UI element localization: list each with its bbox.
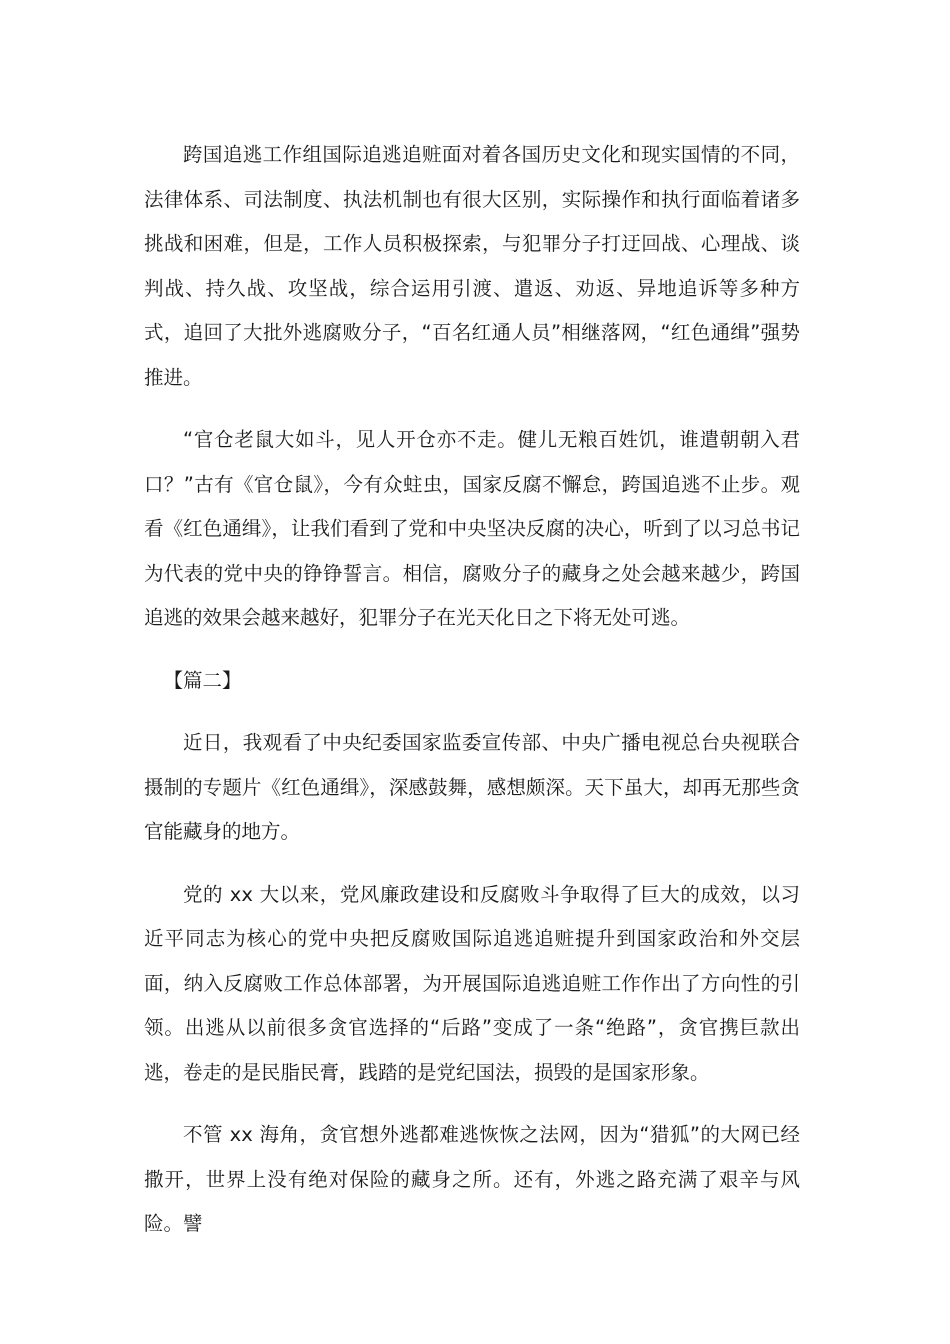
paragraph-1: 跨国追逃工作组国际追逃追赃面对着各国历史文化和现实国情的不同，法律体系、司法制度、执法机制也有很大区别，实际操作和执行面临着诸多挑战和困难，但是，工作人员积极探索，与犯罪分子打迂回战、心理战、谈判战、持久战、攻坚战，综合运用引渡、遣返、劝返、异地追诉等多种方式，追回了大批外逃腐败分子，“百名红通人员”相继落网，“红色通缉”强势推进。 [144,143,800,389]
document-body [144,133,800,1265]
paragraph-5: 不管 xx 海角，贪官想外逃都难逃恢恢之法网，因为“猎狐”的大网已经撒开，世界上没有绝对保险的藏身之所。还有，外逃之路充满了艰辛与风险。譬 [144,1123,800,1235]
paragraph-4: 党的 xx 大以来，党风廉政建设和反腐败斗争取得了巨大的成效，以习近平同志为核心的党中央把反腐败国际追逃追赃提升到国家政治和外交层面，纳入反腐败工作总体部署，为开展国际追逃追赃工作作出了方向性的引领。出逃从以前很多贪官选择的“后路”变成了一条“绝路”，贪官携巨款出逃，卷走的是民脂民膏，践踏的是党纪国法，损毁的是国家形象。 [144,882,800,1084]
section-heading: 【篇二】 [163,668,242,692]
paragraph-2: “官仓老鼠大如斗，见人开仓亦不走。健儿无粮百姓饥，谁遣朝朝入君口？”古有《官仓鼠》，今有众蛀虫，国家反腐不懈怠，跨国追逃不止步。观看《红色通缉》，让我们看到了党和中央坚决反腐的决心，听到了以习总书记为代表的党中央的铮铮誓言。相信，腐败分子的藏身之处会越来越少，跨国追逃的效果会越来越好，犯罪分子在光天化日之下将无处可逃。 [144,428,800,629]
paragraph-3: 近日，我观看了中央纪委国家监委宣传部、中央广播电视总台央视联合摄制的专题片《红色通缉》，深感鼓舞，感想颇深。天下虽大，却再无那些贪官能藏身的地方。 [144,731,800,843]
